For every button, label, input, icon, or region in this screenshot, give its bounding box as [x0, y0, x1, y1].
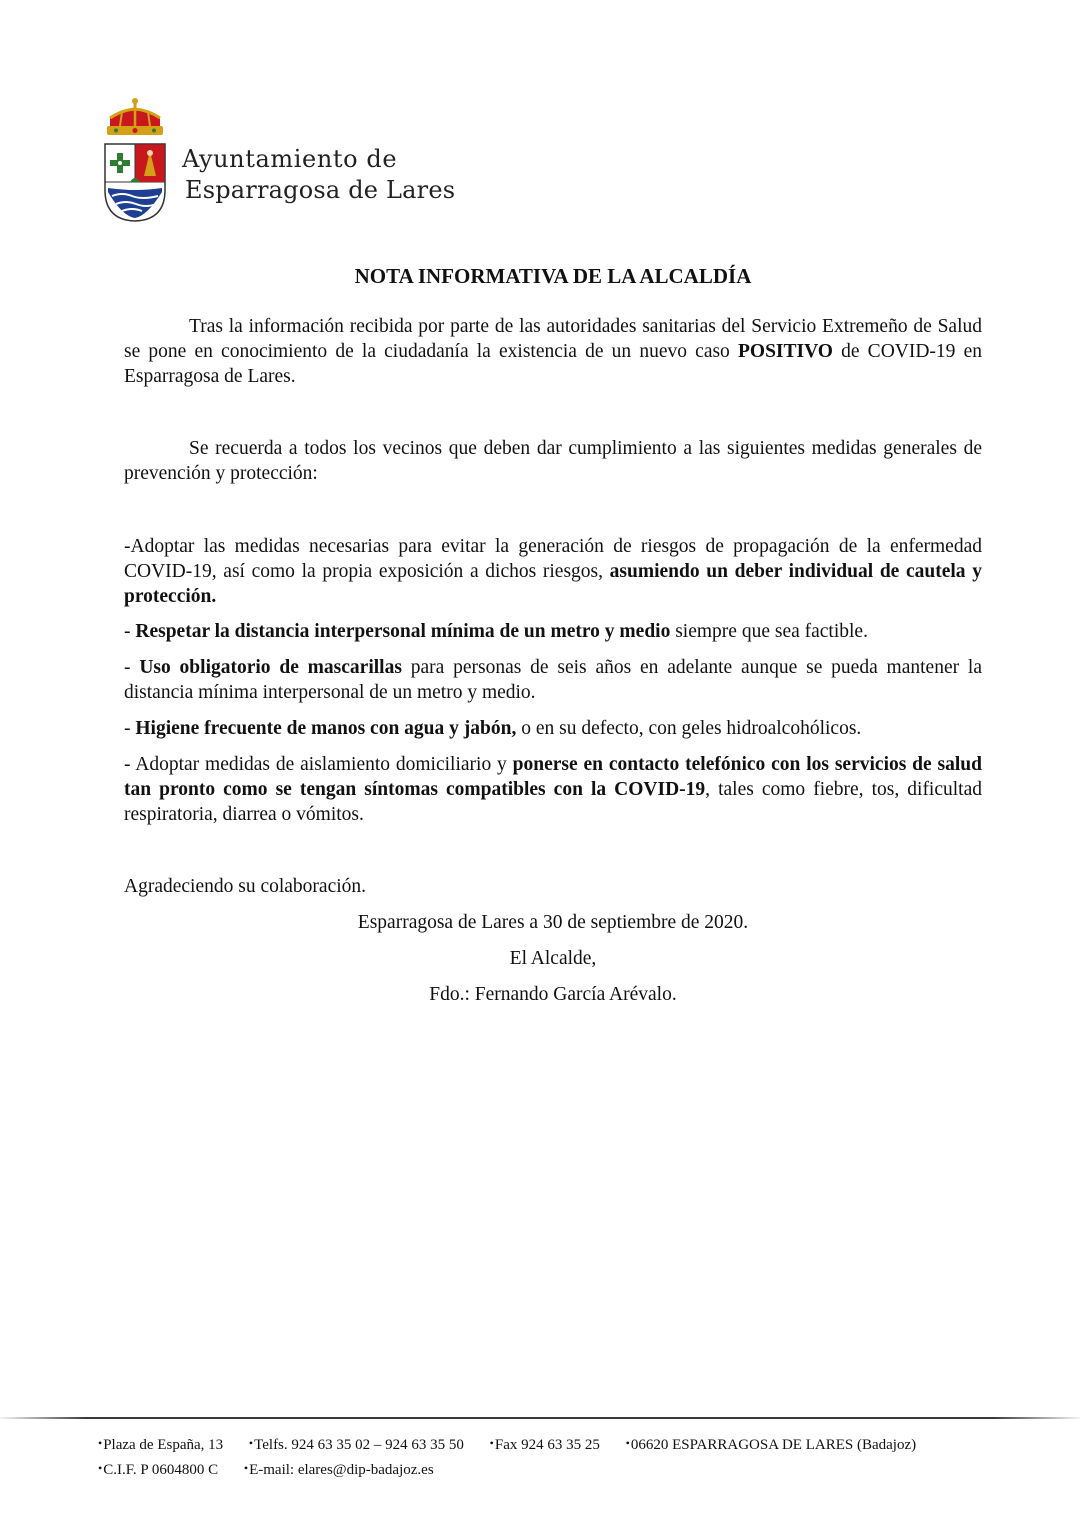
measure-item: - Respetar la distancia interpersonal mínima de un metro y medio siempre que sea factible.	[124, 621, 868, 642]
footer-divider	[0, 1417, 1080, 1419]
measure-item: - Uso obligatorio de mascarillas para personas de seis años en adelante aunque se pueda mantener la distancia mínima interpersonal de un metro y medio.	[124, 657, 982, 703]
bullet-icon: •	[248, 1436, 254, 1450]
intro-paragraph: Tras la información recibida por parte de las autoridades sanitarias del Servicio Extremeño de Salud se pone en conocimiento de la ciudadanía la existencia de un nuevo caso POSITIVO de COVID-19 en Esparragosa de Lares.	[124, 316, 982, 387]
bullet-icon: •	[98, 1461, 103, 1475]
organization-name	[182, 144, 455, 206]
bullet-icon: •	[98, 1436, 103, 1450]
letterhead	[102, 96, 522, 226]
footer-postal: •06620 ESPARRAGOSA DE LARES (Badajoz)	[625, 1436, 917, 1453]
reminder-paragraph: Se recuerda a todos los vecinos que deben dar cumplimiento a las siguientes medidas generales de prevención y protección:	[124, 438, 982, 484]
footer-cif: •C.I.F. P 0604800 C	[98, 1461, 219, 1478]
coat-of-arms-icon	[102, 96, 168, 222]
place-date: Esparragosa de Lares a 30 de septiembre de 2020.	[357, 912, 749, 933]
signatory-role: El Alcalde,	[509, 948, 597, 969]
measure-item: - Higiene frecuente de manos con agua y jabón, o en su defecto, con geles hidroalcohólicos.	[124, 718, 862, 739]
bullet-icon: •	[489, 1436, 494, 1450]
bullet-icon: •	[625, 1436, 630, 1450]
footer-address: •Plaza de España, 13	[98, 1436, 224, 1453]
footer-fax: •Fax 924 63 35 25	[489, 1436, 600, 1453]
bullet-icon: •	[243, 1461, 249, 1475]
document-title: NOTA INFORMATIVA DE LA ALCALDÍA	[354, 264, 752, 288]
organization-line-2: Esparragosa de Lares	[185, 176, 456, 204]
footer-contact-row-1	[98, 1436, 1058, 1454]
footer-phones: •Telfs. 924 63 35 02 – 924 63 35 50	[248, 1436, 464, 1453]
measure-item: - Adoptar medidas de aislamiento domiciliario y ponerse en contacto telefónico con los servicios de salud tan pronto como se tengan síntomas compatibles con la COVID-19, tales como fiebre, tos, dificultad respiratoria, diarrea o vómitos.	[124, 754, 982, 825]
organization-line-1: Ayuntamiento de	[182, 145, 398, 173]
measure-item: -Adoptar las medidas necesarias para evitar la generación de riesgos de propagación de la enfermedad COVID-19, así como la propia exposición a dichos riesgos, asumiendo un deber individual de cautela y protección.	[124, 536, 982, 607]
signature-line: Fdo.: Fernando García Arévalo.	[429, 984, 677, 1005]
closing-text: Agradeciendo su colaboración.	[124, 876, 367, 897]
footer-contact-row-2	[98, 1461, 1058, 1479]
footer-email: •E-mail: elares@dip-badajoz.es	[243, 1461, 434, 1478]
